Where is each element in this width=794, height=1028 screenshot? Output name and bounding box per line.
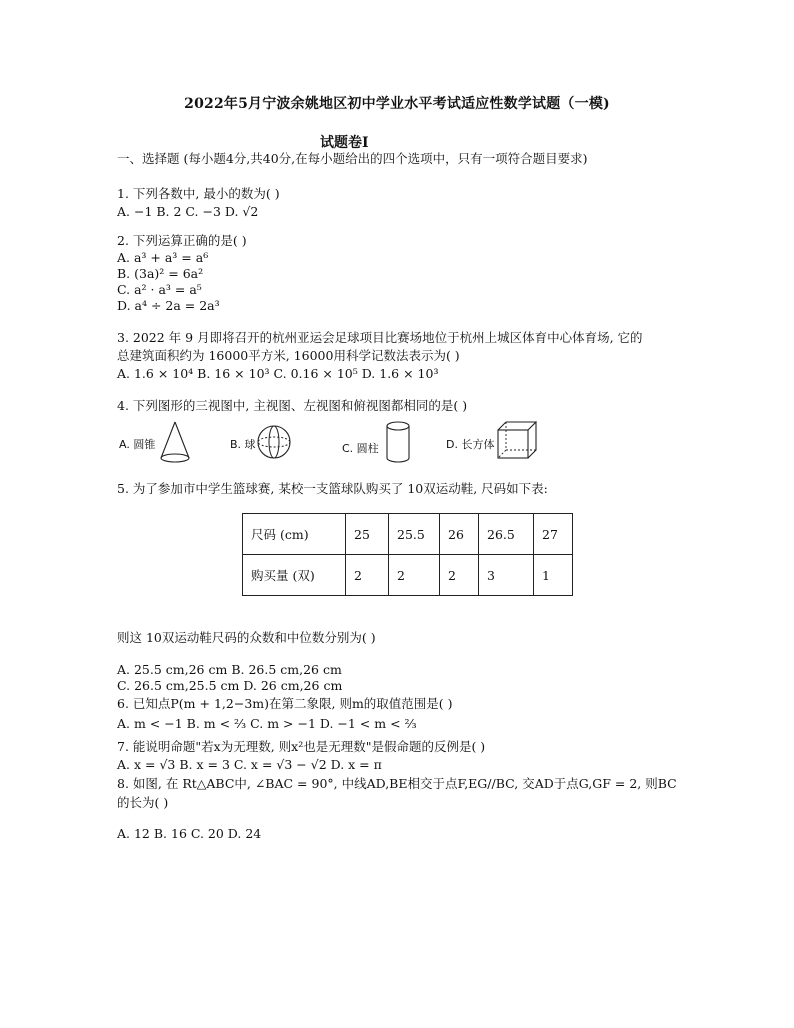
- table-cell: 26.5: [479, 514, 534, 555]
- q7-stem: 7. 能说明命题"若x为无理数, 则x²也是无理数"是假命题的反例是( ): [117, 739, 486, 754]
- figure-a-label: A. 圆锥: [119, 438, 156, 451]
- table-cell: 25.5: [389, 514, 440, 555]
- table-header-quantity: 购买量 (双): [243, 555, 346, 596]
- table-cell: 1: [534, 555, 573, 596]
- table-row: [243, 555, 573, 596]
- table-cell: 2: [440, 555, 479, 596]
- table-cell: 2: [346, 555, 389, 596]
- figure-b-label: B. 球: [230, 438, 256, 451]
- q6-options: A. m < −1 B. m < ⅔ C. m > −1 D. −1 < m < ⅔: [117, 716, 417, 731]
- q5-stem: 5. 为了参加市中学生篮球赛, 某校一支篮球队购买了 10双运动鞋, 尺码如下表:: [117, 481, 548, 496]
- q5-options-cd: C. 26.5 cm,25.5 cm D. 26 cm,26 cm: [117, 678, 343, 693]
- figure-c-label: C. 圆柱: [342, 442, 379, 455]
- q4-stem: 4. 下列图形的三视图中, 主视图、左视图和俯视图都相同的是( ): [117, 398, 468, 413]
- q3-options: A. 1.6 × 10⁴ B. 16 × 10³ C. 0.16 × 10⁵ D. 1.6 × 10³: [117, 366, 439, 381]
- q4-figure-d: [444, 418, 544, 466]
- q3-stem-line2: 总建筑面积约为 16000平方米, 16000用科学记数法表示为( ): [117, 348, 460, 363]
- q4-figure-b: [228, 418, 318, 466]
- q2-option-b: B. (3a)² = 6a²: [117, 266, 204, 281]
- q5-options-ab: A. 25.5 cm,26 cm B. 26.5 cm,26 cm: [117, 662, 342, 677]
- q2-option-c: C. a² · a³ = a⁵: [117, 282, 202, 297]
- q2-stem: 2. 下列运算正确的是( ): [117, 233, 247, 248]
- table-cell: 2: [389, 555, 440, 596]
- cylinder-icon: [340, 418, 430, 466]
- q8-stem-line1: 8. 如图, 在 Rt△ABC中, ∠BAC = 90°, 中线AD,BE相交于点F,EG//BC, 交AD于点G,GF = 2, 则BC: [117, 776, 677, 791]
- q2-option-a: A. a³ + a³ = a⁶: [117, 250, 209, 265]
- table-row: [243, 514, 573, 555]
- cuboid-icon: [444, 418, 544, 466]
- table-cell: 27: [534, 514, 573, 555]
- q1-options: A. −1 B. 2 C. −3 D. √2: [117, 204, 259, 219]
- q7-options: A. x = √3 B. x = 3 C. x = √3 − √2 D. x = π: [117, 757, 382, 772]
- q4-figure-c: [340, 418, 430, 466]
- q6-stem: 6. 已知点P(m + 1,2−3m)在第二象限, 则m的取值范围是( ): [117, 696, 453, 711]
- q1-stem: 1. 下列各数中, 最小的数为( ): [117, 186, 280, 201]
- page-subtitle: 试题卷I: [320, 135, 369, 151]
- q8-options: A. 12 B. 16 C. 20 D. 24: [117, 826, 262, 841]
- q3-stem-line1: 3. 2022 年 9 月即将召开的杭州亚运会足球项目比赛场地位于杭州上城区体育中心体育场, 它的: [117, 330, 643, 345]
- table-cell: 3: [479, 555, 534, 596]
- table-cell: 26: [440, 514, 479, 555]
- figure-d-label: D. 长方体: [446, 438, 495, 451]
- table-cell: 25: [346, 514, 389, 555]
- q2-option-d: D. a⁴ ÷ 2a = 2a³: [117, 298, 220, 313]
- q8-stem-line2: 的长为( ): [117, 795, 169, 810]
- table-header-size: 尺码 (cm): [243, 514, 346, 555]
- sphere-icon: [228, 418, 318, 466]
- section-heading: 一、选择题 (每小题4分,共40分,在每小题给出的四个选项中，只有一项符合题目要求): [117, 151, 588, 166]
- q5-question: 则这 10双运动鞋尺码的众数和中位数分别为( ): [117, 630, 376, 645]
- cone-icon: [117, 418, 207, 466]
- shoe-size-table: [242, 513, 573, 596]
- page-title: 2022年5月宁波余姚地区初中学业水平考试适应性数学试题（一模): [184, 96, 610, 112]
- q4-figure-a: [117, 418, 207, 466]
